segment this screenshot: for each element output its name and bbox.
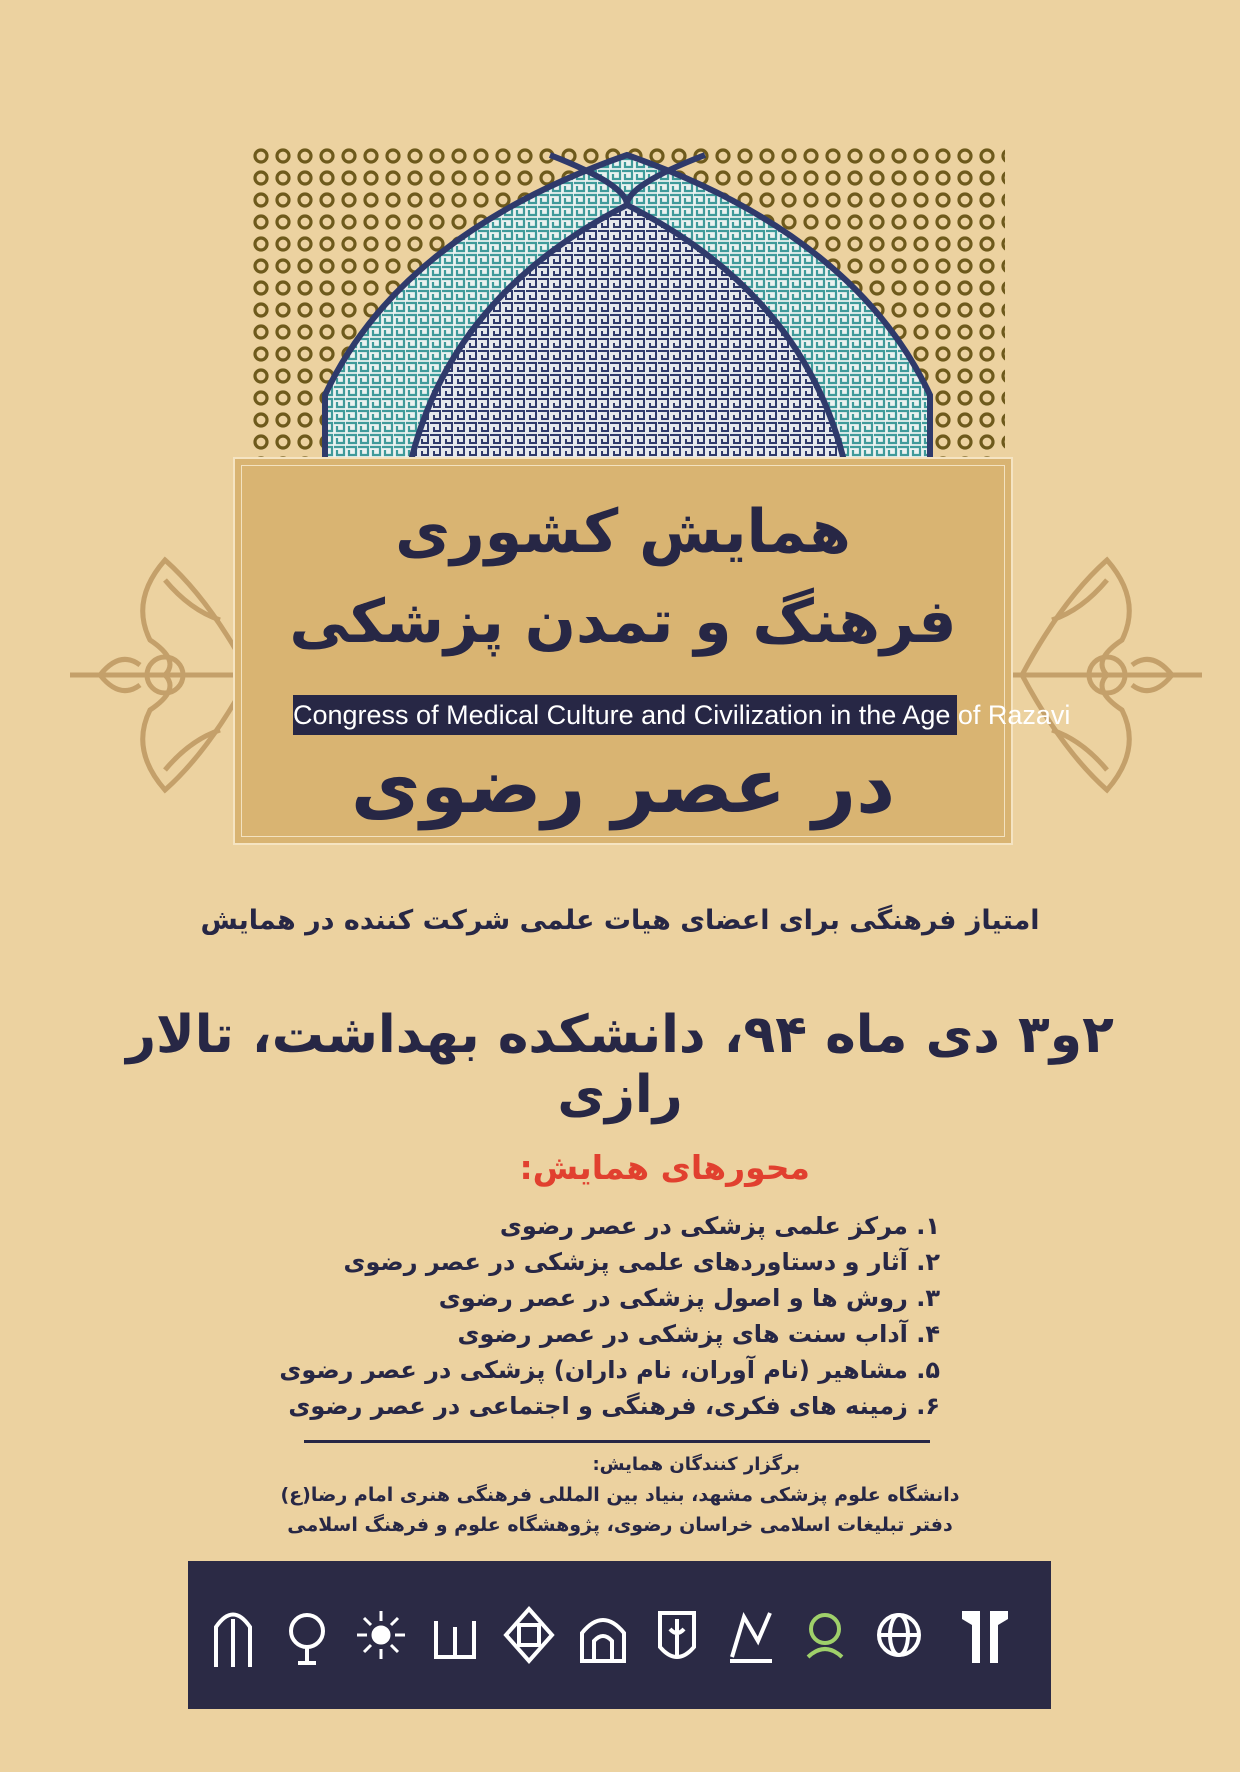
- book-logo-icon: [428, 1597, 482, 1673]
- topic-item: ۴. آداب سنت های پزشکی در عصر رضوی: [457, 1320, 940, 1348]
- university-logo-icon: [206, 1597, 260, 1673]
- floral-ornament-left: [70, 540, 260, 810]
- topic-item: ۶. زمینه های فکری، فرهنگی و اجتماعی در عصر رضوی: [288, 1392, 940, 1420]
- title-panel: [233, 457, 1071, 845]
- title-line-3: در عصر رضوی: [350, 741, 896, 830]
- date-venue: ۲و۳ دی ماه ۹۴، دانشکده بهداشت، تالار رازی: [126, 1005, 1114, 1125]
- topics-list: [280, 1208, 940, 1424]
- topic-item: ۱. مرکز علمی پزشکی در عصر رضوی: [499, 1212, 940, 1240]
- arch-ornament: [250, 145, 1005, 465]
- title-line-1: همایش کشوری: [395, 497, 851, 567]
- culture-institute-logo-icon: [798, 1597, 852, 1673]
- mosque-logo-icon: [576, 1597, 630, 1673]
- azad-university-logo-icon: [958, 1597, 1012, 1673]
- knot-logo-icon: [502, 1597, 556, 1673]
- title-english: Congress of Medical Culture and Civilization in the Age of Razavi: [293, 695, 957, 735]
- pen-logo-icon: [280, 1597, 334, 1673]
- topic-item: ۳. روش ها و اصول پزشکی در عصر رضوی: [438, 1284, 940, 1312]
- foundation-logo-icon: [724, 1597, 778, 1673]
- sunburst-logo-icon: [354, 1597, 408, 1673]
- sponsor-logos-band: [188, 1561, 1051, 1709]
- organizers: [260, 1450, 980, 1540]
- topic-item: ۲. آثار و دستاوردهای علمی پزشکی در عصر رضوی: [343, 1248, 940, 1276]
- organizers-heading: برگزار کنندگان همایش:: [592, 1454, 800, 1475]
- medical-university-logo-icon: [650, 1597, 704, 1673]
- divider: [304, 1440, 930, 1443]
- floral-ornament-right: [1012, 540, 1202, 810]
- title-line-2: فرهنگ و تمدن پزشکی: [289, 587, 957, 657]
- organizers-line: دانشگاه علوم پزشکی مشهد، بنیاد بین المللی فرهنگی هنری امام رضا(ع): [280, 1484, 960, 1506]
- subtitle: امتیاز فرهنگی برای اعضای هیات علمی شرکت کننده در همایش: [200, 905, 1040, 936]
- topic-item: ۵. مشاهیر (نام آوران، نام داران) پزشکی در عصر رضوی: [279, 1356, 940, 1384]
- topics-heading: محورهای همایش:: [519, 1148, 810, 1187]
- organizers-line: دفتر تبلیغات اسلامی خراسان رضوی، پژوهشگاه علوم و فرهنگ اسلامی: [287, 1514, 953, 1536]
- globe-logo-icon: [872, 1597, 926, 1673]
